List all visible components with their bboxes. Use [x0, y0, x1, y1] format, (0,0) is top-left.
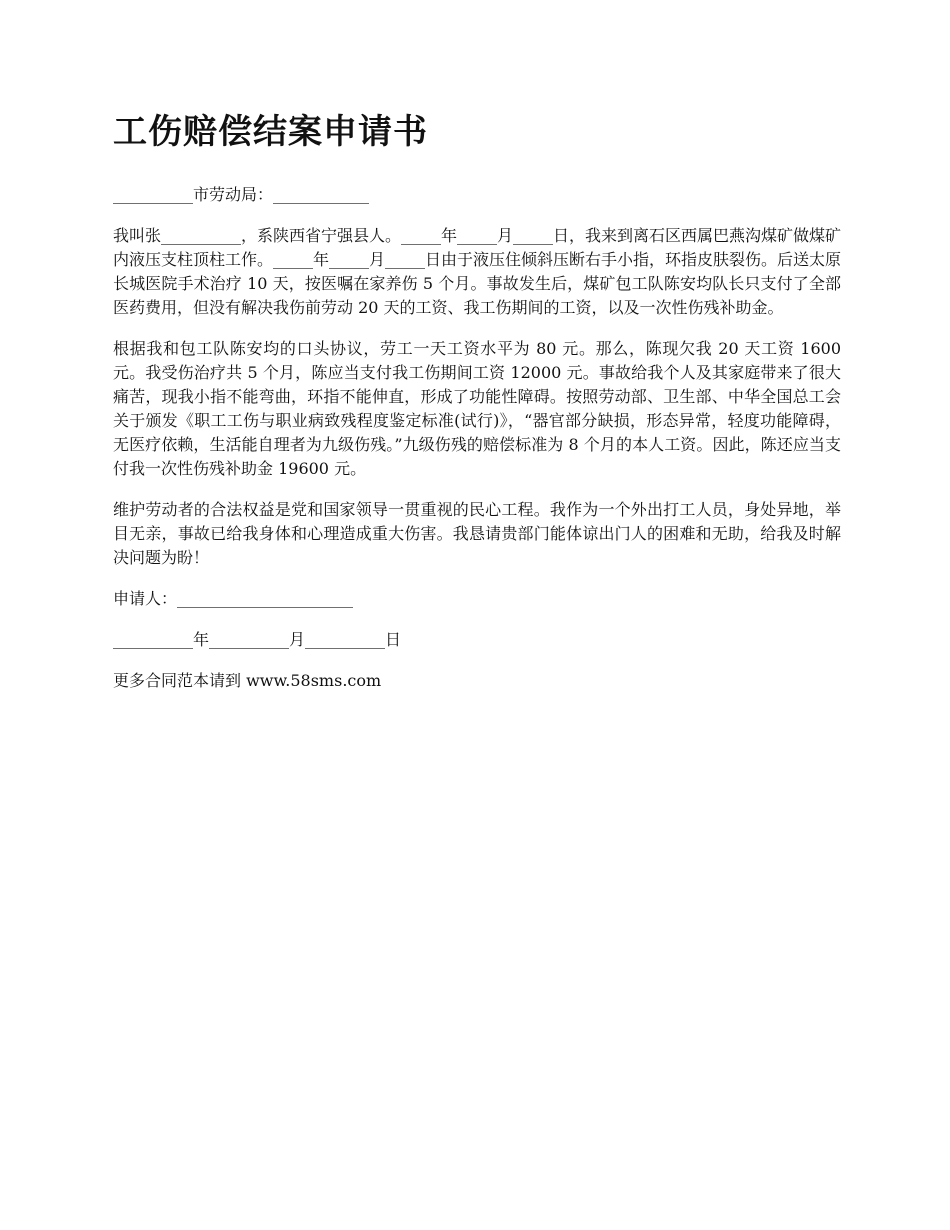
footer-text: 更多合同范本请到 www.58sms.com	[113, 670, 382, 690]
addressee-line: __________市劳动局：____________	[113, 184, 370, 204]
paragraph-appeal: 维护劳动者的合法权益是党和国家领导一贯重视的民心工程。我作为一个外出打工人员，身处异地，举目无亲，事故已给我身体和心理造成重大伤害。我恳请贵部门能体谅出门人的困难和无助，给我及时解决问题为盼！	[113, 499, 841, 567]
applicant-line: 申请人：______________________	[113, 588, 354, 608]
date-line: __________年__________月__________日	[113, 629, 402, 649]
document-page	[113, 112, 841, 710]
document-title: 工伤赔偿结案申请书	[113, 112, 428, 152]
paragraph-incident: 我叫张__________，系陕西省宁强县人。_____年_____月_____日，我来到离石区西属巴燕沟煤矿做煤矿内液压支柱顶柱工作。_____年_____月_____日由于液压住倾斜压断右手小指，环指皮肤裂伤。后送太原长城医院手术治疗 10 天，按医嘱在家养伤 5 个月。事故发生后，煤矿包工队陈安均队长只支付了全部医药费用，但没有解决我伤前劳动 20 天的工资、我工伤期间的工资，以及一次性伤残补助金。	[113, 225, 842, 317]
paragraph-compensation: 根据我和包工队陈安均的口头协议，劳工一天工资水平为 80 元。那么，陈现欠我 20 天工资 1600 元。我受伤治疗共 5 个月，陈应当支付我工伤期间工资 12000 元。事故给我个人及其家庭带来了很大痛苦，现我小指不能弯曲，环指不能伸直，形成了功能性障碍。按照劳动部、卫生部、中华全国总工会关于颁发《职工工伤与职业病致残程度鉴定标准(试行)》，“器官部分缺损，形态异常，轻度功能障碍，无医疗依赖，生活能自理者为九级伤残。”九级伤残的赔偿标准为 8 个月的本人工资。因此，陈还应当支付我一次性伤残补助金 19600 元。	[113, 338, 841, 478]
